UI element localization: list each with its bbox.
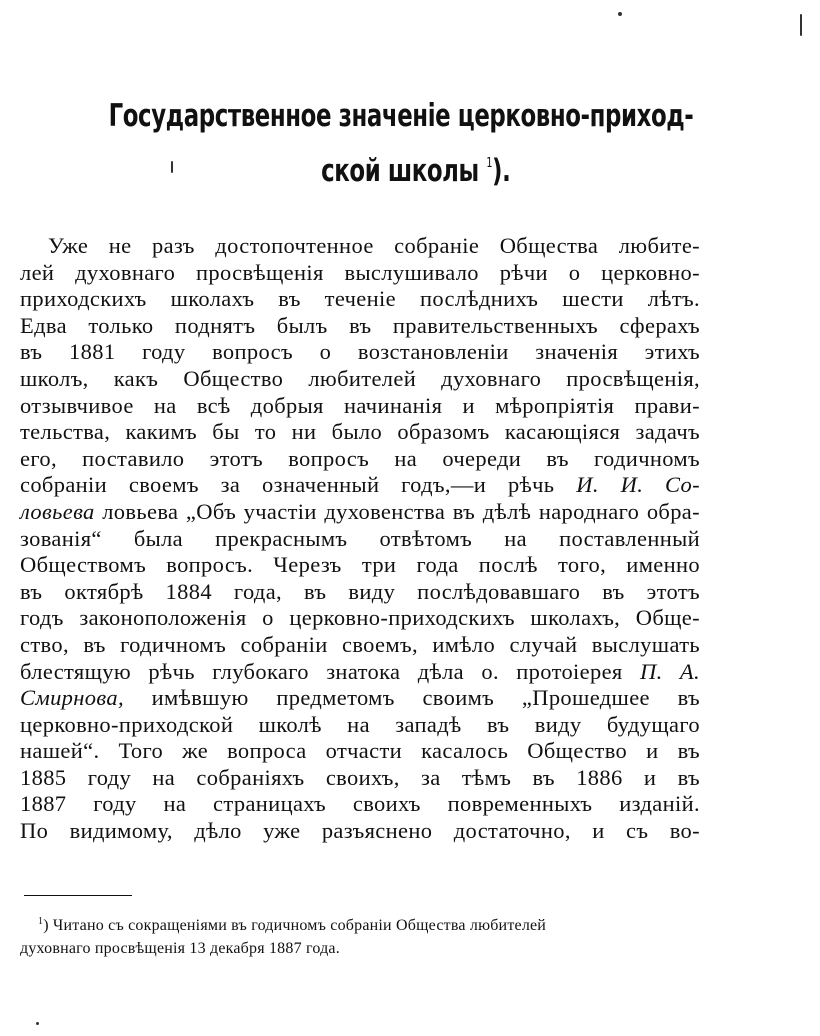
footnote-line-2: духовнаго просвѣщенія 13 декабря 1887 года. (20, 940, 340, 957)
author-name-smirnov: П. А. (639, 658, 700, 684)
title-footnote-mark: 1 (486, 156, 493, 171)
body-line: его, поставило этотъ вопросъ на очереди въ годичномъ (20, 445, 700, 471)
body-line: Обществомъ вопросъ. Черезъ три года послѣ того, именно (20, 552, 700, 578)
footnote-separator (24, 895, 132, 896)
footnote-text-1: ) Читано съ сокращеніями въ годичномъ собраніи Общества любителей (43, 917, 547, 934)
body-line: Едва только поднятъ былъ въ правительственныхъ сферахъ (20, 312, 700, 338)
body-line: нашей“. Того же вопроса отчасти касалось Общество и въ (20, 738, 700, 764)
scan-speck (618, 12, 622, 16)
body-line-text: блестящую рѣчь глубокаго знатока дѣла о. протоіерея (20, 658, 623, 684)
title-line-1: Государственное значеніе церковно-приход- (108, 98, 694, 134)
author-name-soloviev: И. И. Со- (576, 472, 700, 498)
body-line: лей духовнаго просвѣщенія выслушивало рѣчи о церковно- (20, 259, 700, 285)
title-line-2-text: ской школы (321, 153, 479, 189)
body-line: Уже не разъ достопочтенное собраніе Общества любите- (48, 233, 700, 258)
body-line: ство, въ годичномъ собраніи своемъ, имѣло случай выслушать (20, 631, 700, 657)
footnote (20, 910, 700, 960)
body-line: отзывчивое на всѣ добрыя начинанія и мѣропріятія прави- (20, 392, 700, 418)
scan-speck (36, 1022, 39, 1025)
footnote-mark: 1 (38, 916, 44, 927)
body-line (20, 659, 700, 686)
body-line: школъ, какъ Общество любителей духовнаго просвѣщенія, (20, 365, 700, 391)
author-name-smirnov-end: Смирнова, (20, 685, 124, 711)
footnote-line-1 (20, 910, 700, 937)
article-title (65, 92, 737, 195)
scan-speck (800, 14, 802, 36)
body-line: тельства, какимъ бы то ни было образомъ касающіяся задачъ (20, 419, 700, 445)
body-line: годъ законоположенія о церковно-приходскихъ школахъ, Обще- (20, 605, 700, 631)
body-line: церковно-приходской школѣ на западѣ въ виду будущаго (20, 711, 700, 737)
author-name-soloviev-end: ловьева (20, 498, 95, 524)
body-line-text: имѣвшую предметомъ своимъ „Прошедшее въ (151, 685, 700, 711)
body-line: зованія“ была прекраснымъ отвѣтомъ на поставленный (20, 525, 700, 551)
body-line: въ октябрѣ 1884 года, въ виду послѣдовавшаго въ этотъ (20, 578, 700, 604)
body-paragraph (20, 233, 700, 845)
body-line (20, 685, 700, 712)
body-line: 1885 году на собраніяхъ своихъ, за тѣмъ въ 1886 и въ (20, 764, 700, 790)
body-line-text: собраніи своемъ за означенный годъ,—и рѣчь (20, 472, 555, 498)
title-closing: ). (492, 153, 511, 189)
body-line: въ 1881 году вопросъ о возстановленіи значенія этихъ (20, 339, 700, 365)
body-line: По видимому, дѣло уже разъяснено достаточно, и съ во- (20, 818, 700, 844)
title-line-2 (65, 140, 737, 195)
body-line: 1887 году на страницахъ своихъ повременныхъ изданій. (20, 791, 700, 817)
scan-speck (171, 161, 173, 173)
body-line (20, 499, 700, 526)
body-line: приходскихъ школахъ въ теченіе послѣднихъ шести лѣтъ. (20, 286, 700, 312)
body-line-text: ловьева „Объ участіи духовенства въ дѣлѣ народнаго обра- (102, 498, 700, 524)
body-line (20, 472, 700, 499)
